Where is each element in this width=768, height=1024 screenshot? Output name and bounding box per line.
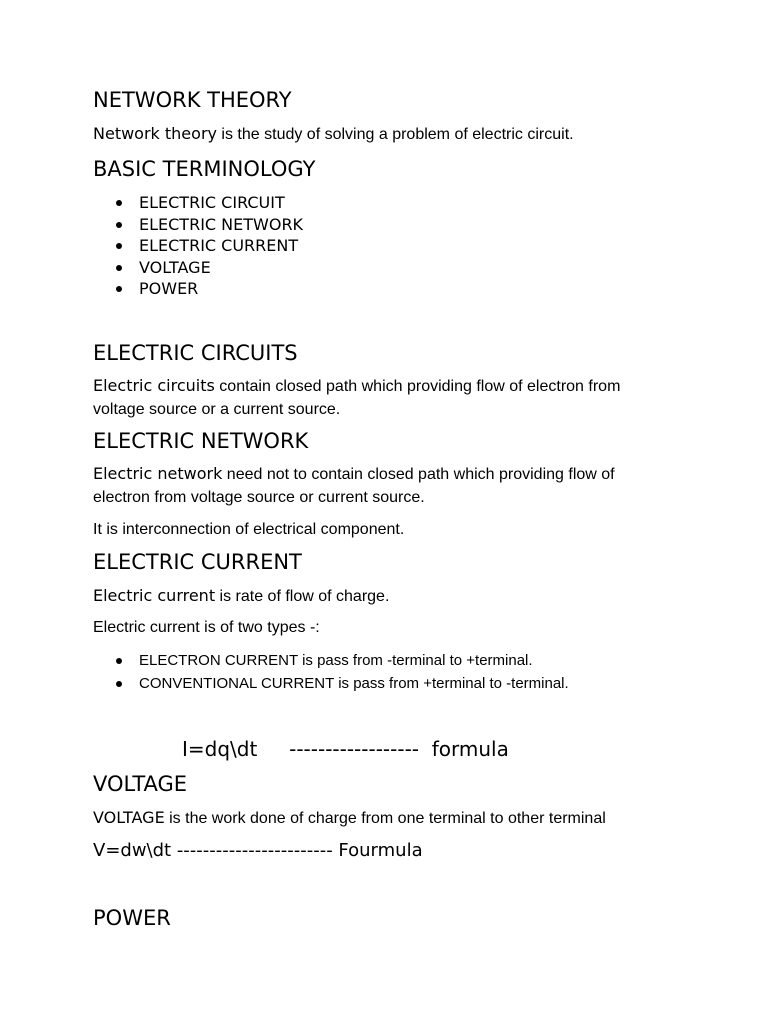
network-heading: ELECTRIC NETWORK bbox=[93, 429, 309, 453]
intro-paragraph bbox=[93, 123, 574, 147]
circuits-heading: ELECTRIC CIRCUITS bbox=[93, 341, 298, 365]
voltage-heading: VOLTAGE bbox=[93, 772, 188, 796]
list-item: ELECTRIC CURRENT bbox=[93, 235, 303, 257]
basic-terminology-heading: BASIC TERMINOLOGY bbox=[93, 157, 316, 181]
circuits-lead: Electric circuits bbox=[93, 376, 215, 395]
list-item: ELECTRON CURRENT is pass from -terminal to +terminal. bbox=[93, 649, 569, 672]
current-paragraph bbox=[93, 585, 389, 609]
list-item: ELECTRIC NETWORK bbox=[93, 214, 303, 236]
power-heading: POWER bbox=[93, 906, 171, 930]
circuits-paragraph bbox=[93, 375, 620, 421]
network-text-2: electron from voltage source or current source. bbox=[93, 488, 425, 506]
network-lead: Electric network bbox=[93, 464, 223, 483]
intro-text: is the study of solving a problem of electric circuit. bbox=[216, 126, 574, 143]
current-text: is rate of flow of charge. bbox=[215, 588, 390, 605]
current-types-intro: Electric current is of two types -: bbox=[93, 619, 320, 636]
network-text-1: need not to contain closed path which providing flow of bbox=[222, 466, 615, 483]
list-item: CONVENTIONAL CURRENT is pass from +terminal to -terminal. bbox=[93, 672, 569, 695]
list-item: POWER bbox=[93, 278, 303, 300]
terminology-list bbox=[93, 192, 303, 300]
list-item: ELECTRIC CIRCUIT bbox=[93, 192, 303, 214]
page-title: NETWORK THEORY bbox=[93, 88, 292, 112]
voltage-text: is the work done of charge from one terminal to other terminal bbox=[164, 810, 606, 827]
voltage-paragraph bbox=[93, 807, 606, 831]
current-formula: I=dq\dt ------------------ formula bbox=[182, 737, 509, 761]
circuits-text-1: contain closed path which providing flow of electron from bbox=[214, 378, 621, 395]
current-types-list bbox=[93, 649, 569, 695]
network-paragraph bbox=[93, 463, 615, 509]
current-lead: Electric current bbox=[93, 586, 216, 605]
intro-lead: Network theory bbox=[93, 124, 217, 143]
current-heading: ELECTRIC CURRENT bbox=[93, 550, 302, 574]
network-text-3: It is interconnection of electrical component. bbox=[93, 521, 405, 538]
list-item: VOLTAGE bbox=[93, 257, 303, 279]
circuits-text-2: voltage source or a current source. bbox=[93, 400, 341, 418]
voltage-formula: V=dw\dt ------------------------ Fourmula bbox=[93, 840, 423, 861]
voltage-lead: VOLTAGE bbox=[93, 808, 165, 827]
